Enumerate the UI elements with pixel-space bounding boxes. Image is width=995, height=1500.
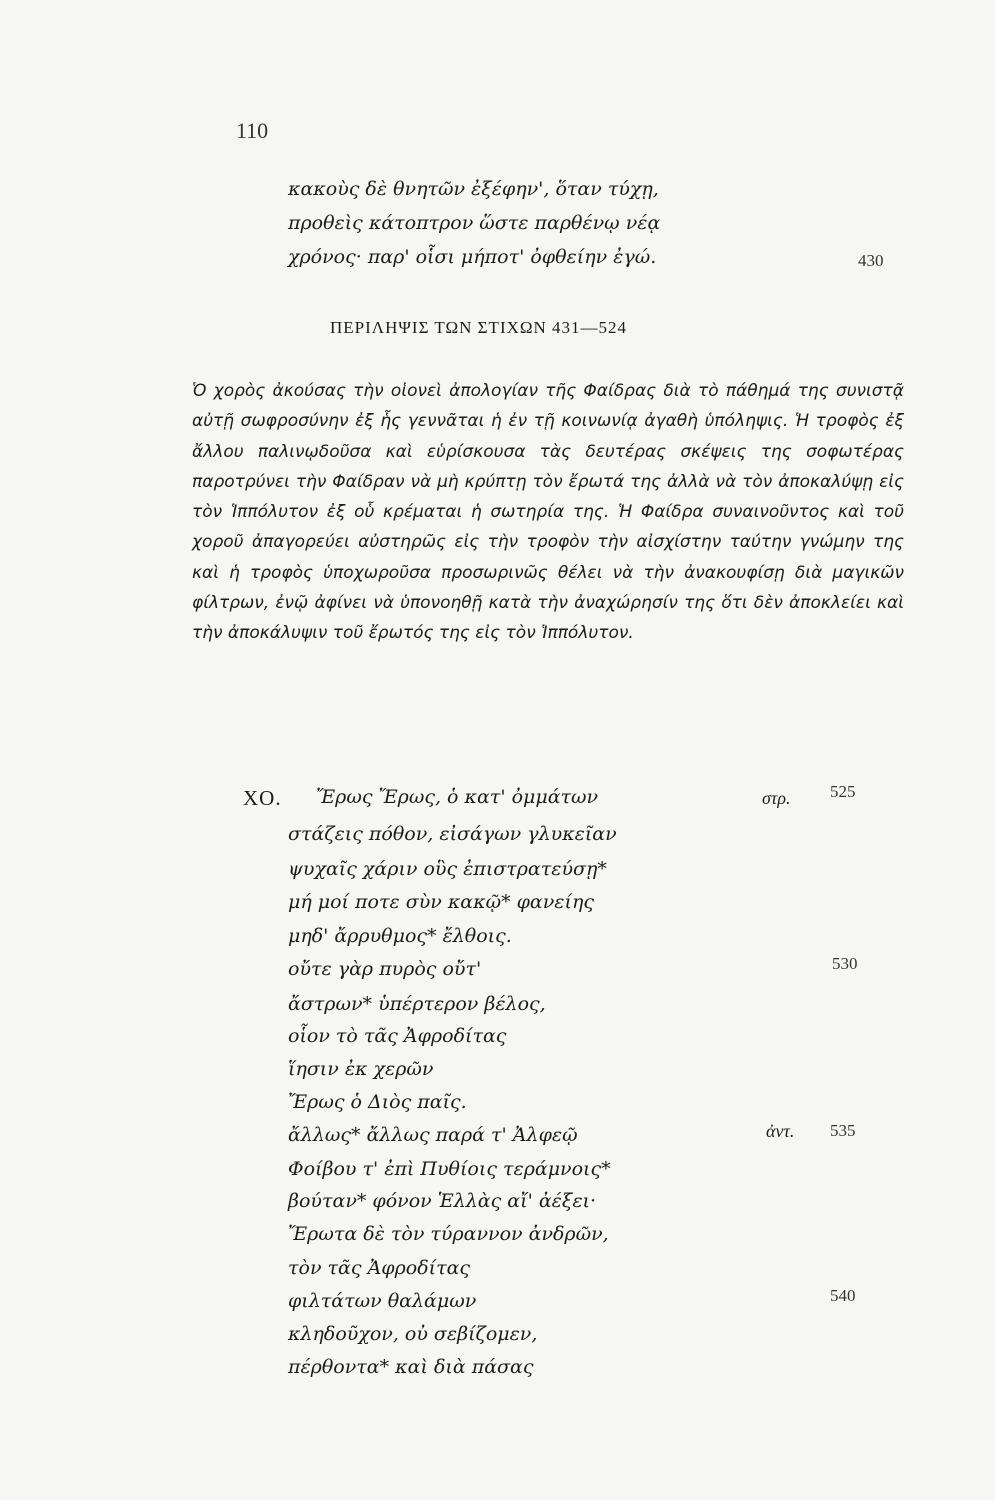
choral-line: Φοίβου τ' ἐπὶ Πυθίοις τεράμνοις* bbox=[288, 1158, 611, 1180]
choral-line: Ἔρωτα δὲ τὸν τύραννον ἀνδρῶν, bbox=[288, 1223, 609, 1245]
choral-line: ἵησιν ἐκ χερῶν bbox=[288, 1058, 434, 1080]
line-number-540: 540 bbox=[830, 1286, 856, 1305]
verse-line-1: κακοὺς δὲ θνητῶν ἐξέφην', ὅταν τύχῃ, bbox=[288, 178, 659, 200]
speaker-label: ΧΟ. bbox=[243, 786, 282, 810]
choral-line: βούταν* φόνον Ἑλλὰς αἴ' ἀέξει· bbox=[288, 1190, 597, 1212]
choral-line: κληδοῦχον, οὐ σεβίζομεν, bbox=[288, 1323, 538, 1345]
choral-line: ψυχαῖς χάριν οὓς ἐπιστρατεύσῃ* bbox=[288, 858, 607, 880]
choral-line: Ἔρως ὁ Διὸς παῖς. bbox=[288, 1091, 467, 1113]
choral-line: οὔτε γὰρ πυρὸς οὔτ' bbox=[288, 958, 482, 980]
choral-line: μηδ' ἄρρυθμος* ἔλθοις. bbox=[288, 925, 512, 947]
choral-line: τὸν τᾶς Ἀφροδίτας bbox=[288, 1257, 471, 1279]
summary-text: Ὁ χορὸς ἀκούσας τὴν οἱονεὶ ἀπολογίαν τῆς Φαίδρας διὰ τὸ πάθημά της συνιστᾷ αὐτῇ σωφροσύνην ἐξ ἧς γεννᾶται ἡ ἐν τῇ κοινωνίᾳ ἀγαθὴ ὑπόληψις. Ἡ τροφὸς ἐξ ἄλλου παλινῳδοῦσα καὶ εὑρίσκουσα τὰς δευτέρας σκέψεις της σοφωτέρας παροτρύνει τὴν Φαίδραν νὰ μὴ κρύπτῃ τὸν ἔρωτά της ἀλλὰ νὰ τὸν ἀποκαλύψῃ εἰς τὸν Ἱππόλυτον ἐξ οὗ κρέμαται ἡ σωτηρία της. Ἡ Φαίδρα συναινοῦντος καὶ τοῦ χοροῦ ἀπαγορεύει αὐστηρῶς εἰς τὴν τροφὸν τὴν αἰσχίστην ταύτην γνώμην της καὶ ἡ τροφὸς ὑποχωροῦσα προσωρινῶς θέλει νὰ τὴν ἀνακουφίσῃ διὰ μαγικῶν φίλτρων, ἐνῷ ἀφίνει νὰ ὑπονοηθῇ κατὰ τὴν ἀναχώρησίν της ὅτι δὲν ἀποκλείει καὶ τὴν ἀποκάλυψιν τοῦ ἔρωτός της εἰς τὸν Ἱππόλυτον. bbox=[192, 381, 904, 644]
summary-paragraph bbox=[192, 376, 904, 649]
line-number-525: 525 bbox=[830, 782, 856, 801]
choral-line: πέρθοντα* καὶ διὰ πάσας bbox=[288, 1356, 534, 1378]
choral-line: ἄλλως* ἄλλως παρά τ' Ἀλφεῷ bbox=[288, 1124, 578, 1146]
line-number-530: 530 bbox=[832, 954, 858, 973]
verse-line-3: χρόνος· παρ' οἷσι μήποτ' ὀφθείην ἐγώ. bbox=[288, 246, 657, 268]
line-number-430: 430 bbox=[858, 251, 884, 270]
strophe-label: στρ. bbox=[762, 788, 791, 808]
choral-line: ἄστρων* ὑπέρτερον βέλος, bbox=[288, 993, 546, 1015]
verse-line-2: προθεὶς κάτοπτρον ὥστε παρθένῳ νέᾳ bbox=[288, 212, 661, 234]
choral-line: στάζεις πόθον, εἰσάγων γλυκεῖαν bbox=[288, 823, 617, 845]
line-number-535: 535 bbox=[830, 1121, 856, 1140]
choral-line: Ἔρως Ἔρως, ὁ κατ' ὀμμάτων bbox=[316, 786, 599, 808]
choral-line: οἷον τὸ τᾶς Ἀφροδίτας bbox=[288, 1025, 507, 1047]
section-heading: ΠΕΡΙΛΗΨΙΣ ΤΩΝ ΣΤΙΧΩΝ 431—524 bbox=[330, 318, 628, 337]
choral-line: μή μοί ποτε σὺν κακῷ* φανείης bbox=[288, 891, 594, 913]
choral-line: φιλτάτων θαλάμων bbox=[288, 1290, 477, 1312]
page-number: 110 bbox=[236, 118, 269, 143]
antistrophe-label: ἀντ. bbox=[766, 1121, 795, 1141]
